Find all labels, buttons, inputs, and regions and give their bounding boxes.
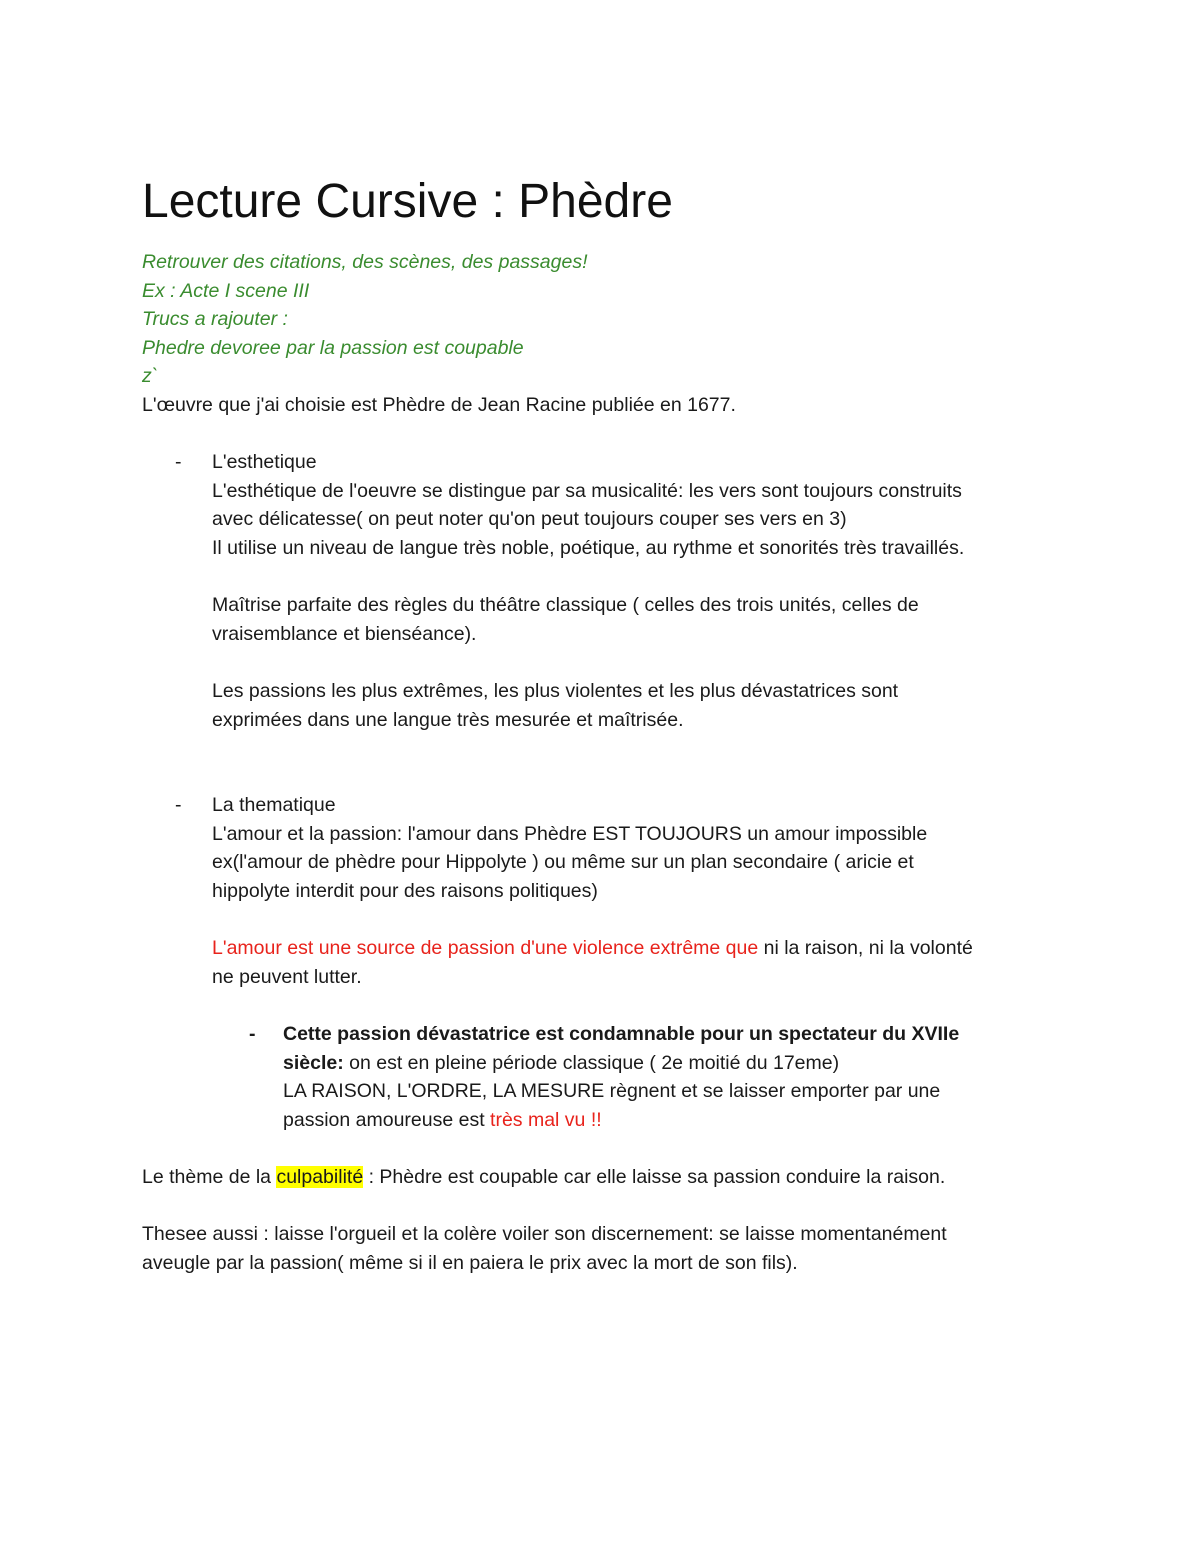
spacer — [142, 734, 1072, 763]
spacer — [142, 1192, 1072, 1221]
body-line: Les passions les plus extrêmes, les plus violentes et les plus dévastatrices sont — [212, 679, 899, 702]
guilt-paragraph — [142, 1163, 1072, 1192]
body-text: passion amoureuse est — [283, 1108, 491, 1131]
bold-line: Cette passion dévastatrice est condamnable pour un spectateur du XVIIe — [283, 1023, 960, 1046]
body-line: L'amour et la passion: l'amour dans Phèdre EST TOUJOURS un amour impossible — [212, 822, 928, 845]
document-title: Lecture Cursive : Phèdre — [142, 175, 673, 228]
body-line: avec délicatesse( on peut noter qu'on peut toujours couper ses vers en 3) — [212, 508, 847, 531]
note-line: z` — [142, 365, 159, 388]
body-line: L'esthétique de l'oeuvre se distingue par sa musicalité: les vers sont toujours construits — [212, 479, 962, 502]
note-line: Ex : Acte I scene III — [142, 279, 310, 302]
section-heading: La thematique — [212, 794, 336, 817]
body-text: Le thème de la — [142, 1166, 277, 1188]
spacer — [212, 648, 1072, 677]
emphasis-line — [212, 934, 1072, 963]
highlighted-word: culpabilité — [276, 1166, 364, 1188]
note-line: Trucs a rajouter : — [142, 308, 288, 331]
list-bullet-dash: - — [175, 451, 182, 474]
spacer — [212, 991, 1072, 1020]
red-emphasis-text: L'amour est une source de passion d'une violence extrême que — [212, 937, 759, 960]
section-heading: L'esthetique — [212, 451, 317, 474]
list-item-thematique — [142, 791, 1072, 1020]
list-bullet-dash: - — [175, 794, 182, 817]
note-line: Phedre devoree par la passion est coupable — [142, 336, 524, 359]
body-line: ne peuvent lutter. — [212, 965, 362, 988]
body-line: Maîtrise parfaite des règles du théâtre classique ( celles des trois unités, celles de — [212, 594, 919, 617]
body-text: on est en pleine période classique ( 2e moitié du 17eme) — [343, 1051, 840, 1074]
body-line: aveugle par la passion( même si il en paiera le prix avec la mort de son fils). — [142, 1251, 798, 1274]
spacer — [142, 420, 1072, 449]
body-line: hippolyte interdit pour des raisons politiques) — [212, 880, 598, 903]
document-page — [142, 172, 1072, 1277]
body-line: LA RAISON, L'ORDRE, LA MESURE règnent et se laisser emporter par une — [283, 1080, 941, 1103]
body-line — [283, 1049, 1072, 1078]
red-emphasis-text: très mal vu !! — [490, 1108, 602, 1131]
list-bullet-dash: - — [249, 1023, 256, 1046]
note-line: Retrouver des citations, des scènes, des passages! — [142, 251, 588, 273]
body-line: Thesee aussi : laisse l'orgueil et la colère voiler son discernement: se laisse momentanément — [142, 1223, 947, 1246]
spacer — [212, 563, 1072, 592]
body-line: Il utilise un niveau de langue très noble, poétique, au rythme et sonorités très travaillés. — [212, 536, 965, 559]
spacer — [212, 906, 1072, 935]
intro-paragraph: L'œuvre que j'ai choisie est Phèdre de Jean Racine publiée en 1677. — [142, 393, 736, 416]
spacer — [142, 1134, 1072, 1163]
spacer — [142, 763, 1072, 792]
body-line — [283, 1106, 1072, 1135]
body-text: ni la raison, ni la volonté — [758, 937, 973, 960]
list-item-esthetique — [142, 448, 1072, 734]
body-line: exprimées dans une langue très mesurée et maîtrisée. — [212, 708, 684, 731]
body-text: : Phèdre est coupable car elle laisse sa passion conduire la raison. — [363, 1166, 946, 1188]
bold-text: siècle: — [283, 1051, 344, 1074]
body-line: ex(l'amour de phèdre pour Hippolyte ) ou même sur un plan secondaire ( aricie et — [212, 851, 914, 874]
body-line: vraisemblance et bienséance). — [212, 622, 477, 645]
sub-list-item-condamnable — [142, 1020, 1072, 1134]
